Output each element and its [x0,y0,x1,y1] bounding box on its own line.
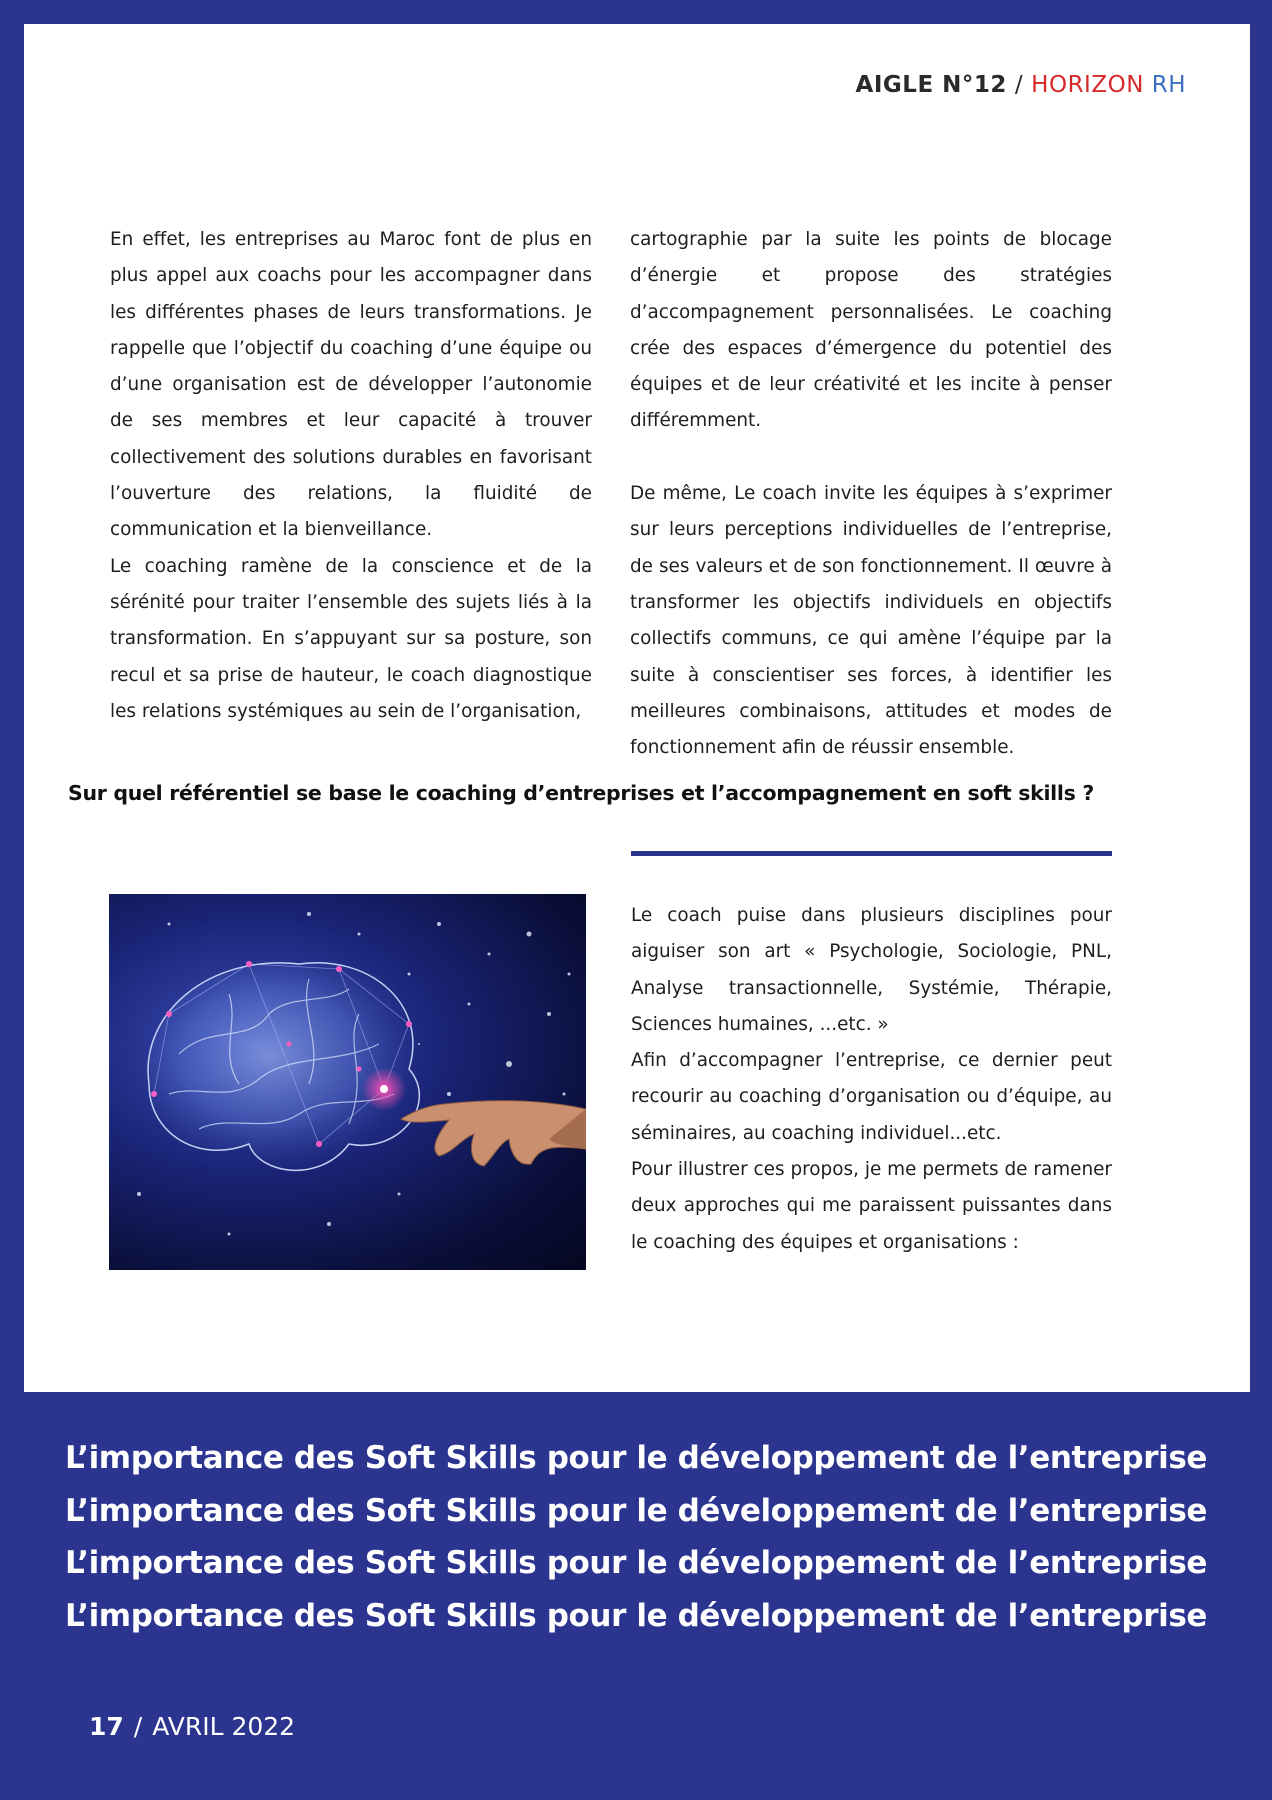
issue-date: AVRIL 2022 [152,1712,296,1741]
paragraph: En effet, les entreprises au Maroc font de plus en plus appel aux coachs pour les accompagner dans les différentes phases de leurs transformations. Je rappelle que l’objectif du coaching d’une équipe ou d’une organisation est de développer l’autonomie de ses membres et leur capacité à trouver collectivement des solutions durables en favorisant l’ouverture des relations, la fluidité de communication et la bienveillance. [110,229,592,541]
banner-line: L’importance des Soft Skills pour le développement de l’entreprise [64,1492,1208,1529]
divider-rule [631,851,1112,856]
banner-line: L’importance des Soft Skills pour le développement de l’entreprise [64,1545,1208,1581]
brain-network-hand-image [109,894,586,1270]
paragraph: Le coach puise dans plusieurs disciplines pour aiguiser son art « Psychologie, Sociologie, PNL, Analyse transactionnelle, Systémie, Thérapie, Sciences humaines, ...etc. » [631,905,1112,1035]
banner-line: L’importance des Soft Skills pour le développement de l’entreprise [64,1440,1208,1476]
paragraph: De même, Le coach invite les équipes à s’exprimer sur leurs perceptions individuelles de l’entreprise, de ses valeurs et de son fonctionnement. Il œuvre à transformer les objectifs individuels en objectifs collectifs communs, ce qui amène l’équipe par la suite à conscientiser ses forces, à identifier les meilleures combinaisons, attitudes et modes de fonctionnement afin de réussir ensemble. [630,483,1112,759]
paragraph: cartographie par la suite les points de blocage d’énergie et propose des stratégies d’accompagnement personnalisées. Le coaching crée des espaces d’émergence du potentiel des équipes et de leur créativité et les incite à penser différemment. [630,229,1112,432]
paragraph: Pour illustrer ces propos, je me permets de ramener deux approches qui me paraissent puissantes dans le coaching des équipes et organisations : [631,1159,1112,1253]
title-banner [0,1432,1272,1642]
page-number: 17 [89,1712,124,1741]
paragraph: Le coaching ramène de la conscience et de la sérénité pour traiter l’ensemble des sujets liés à la transformation. En s’appuyant sur sa posture, son recul et sa prise de hauteur, le coach diagnostique les relations systémiques au sein de l’organisation, [110,555,592,722]
banner-line: L’importance des Soft Skills pour le développement de l’entreprise [64,1597,1208,1634]
article-right-column [630,222,1112,766]
article-left-column [110,222,592,730]
section-question: Sur quel référentiel se base le coaching d’entreprises et l’accompagnement en soft skills ? [68,781,1094,805]
brand-name: HORIZON [1031,72,1144,98]
footer-separator: / [133,1712,143,1741]
magazine-header [856,72,1186,98]
brand-suffix: RH [1151,72,1186,98]
header-separator: / [1014,72,1024,98]
issue-number: AIGLE N°12 [855,72,1007,98]
page-footer [89,1712,295,1741]
paragraph: Afin d’accompagner l’entreprise, ce dernier peut recourir au coaching d’organisation ou d’équipe, au séminaires, au coaching individuel...etc. [631,1050,1112,1144]
article-bottom-right-column [631,898,1112,1261]
